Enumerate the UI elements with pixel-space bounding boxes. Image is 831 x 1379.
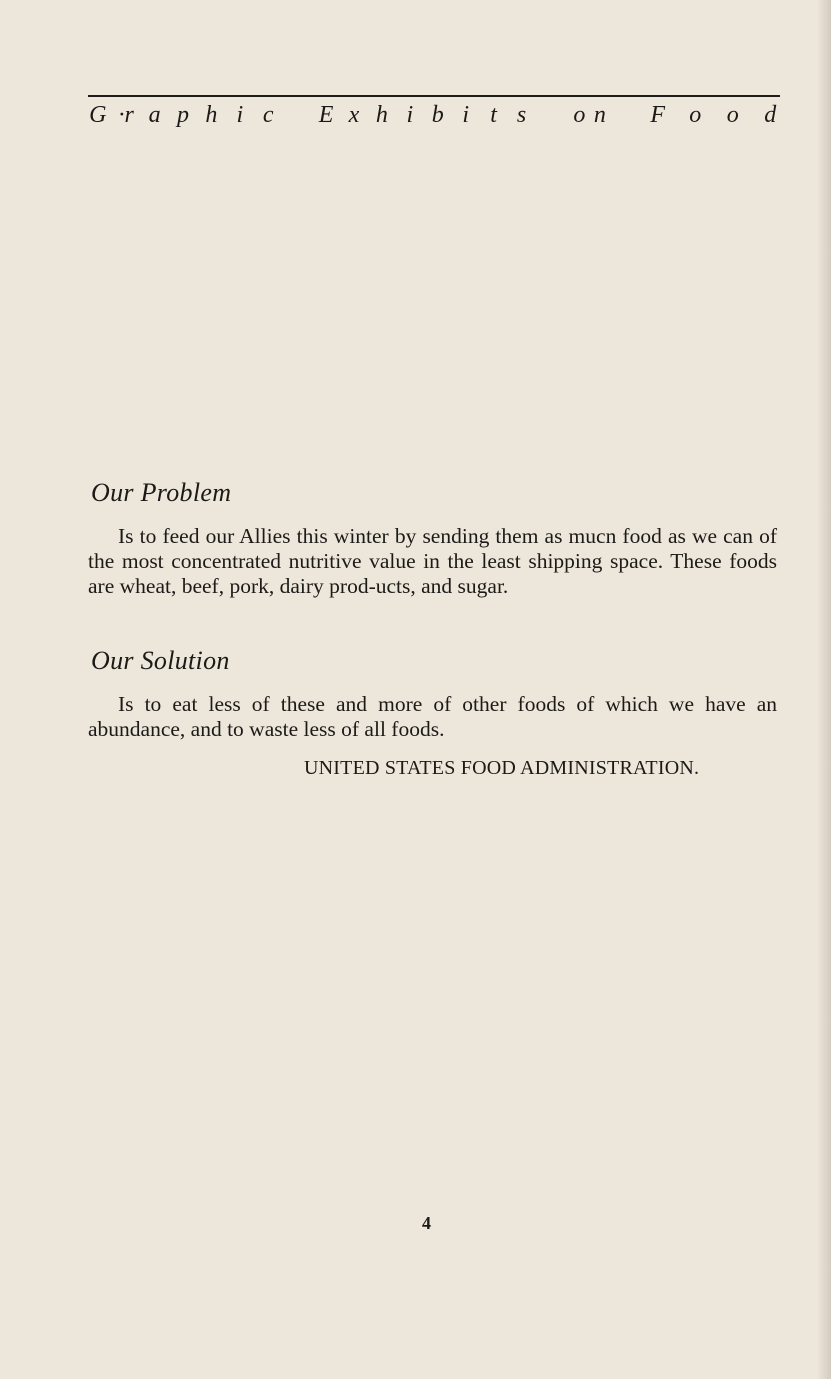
- running-head-letter: a: [148, 101, 161, 128]
- running-head-letter: s: [516, 101, 527, 128]
- running-head-word-food: [648, 102, 780, 129]
- running-head-letter: n: [593, 101, 606, 128]
- running-head-word-graphic: [88, 102, 278, 129]
- running-head-letter: ·r: [118, 101, 134, 128]
- problem-paragraph: Is to feed our Allies this winter by sending them as mucn food as we can of the most concentrated nutritive value in the least shipping space. These foods are wheat, beef, pork, dairy prod-ucts, and sugar.: [88, 524, 777, 598]
- running-head-letter: p: [176, 101, 189, 128]
- running-head-letter: c: [262, 101, 274, 128]
- running-head-letter: G: [89, 101, 107, 128]
- header-rule: [88, 95, 780, 97]
- page-number: 4: [422, 1213, 431, 1233]
- solution-paragraph: Is to eat less of these and more of other foods of which we have an abundance, and to waste less of all foods.: [88, 692, 777, 741]
- running-head-letter: i: [236, 101, 244, 128]
- running-head-letter: x: [348, 101, 360, 128]
- running-head-letter: d: [764, 101, 777, 128]
- problem-heading: Our Problem: [91, 478, 232, 507]
- running-head-word-exhibits: [316, 102, 531, 129]
- running-head-word-on: [570, 102, 610, 129]
- running-head-letter: b: [431, 101, 444, 128]
- running-head-letter: F: [650, 101, 666, 128]
- running-head-letter: h: [375, 101, 388, 128]
- signature-line: UNITED STATES FOOD ADMINISTRATION.: [304, 757, 700, 779]
- running-head-letter: i: [462, 101, 470, 128]
- running-head-letter: o: [689, 101, 702, 128]
- running-head-letter: o: [726, 101, 739, 128]
- running-head-letter: o: [573, 101, 586, 128]
- running-head-letter: i: [406, 101, 414, 128]
- running-head: [88, 98, 780, 132]
- running-head-letter: t: [490, 101, 497, 128]
- running-head-letter: E: [318, 101, 334, 128]
- page-edge-shadow: [817, 0, 831, 1379]
- solution-heading: Our Solution: [91, 646, 230, 675]
- running-head-letter: h: [205, 101, 218, 128]
